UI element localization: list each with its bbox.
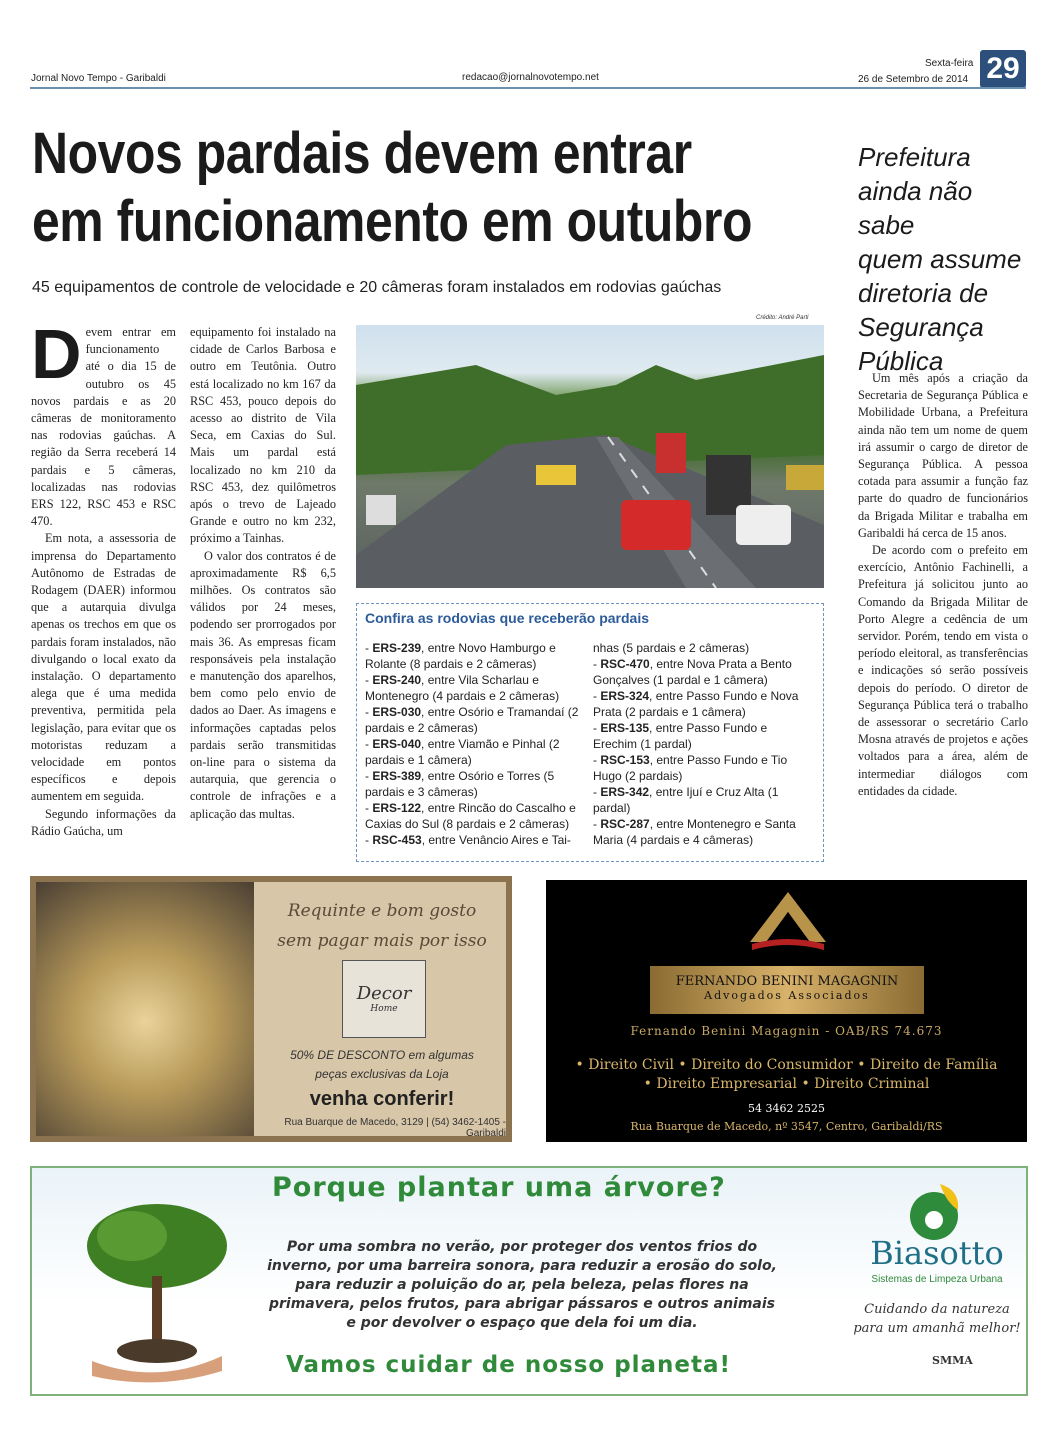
- law-phone: 54 3462 2525: [748, 1102, 825, 1115]
- photo-credit: Crédito: André Parti: [756, 315, 809, 321]
- decor-discount: 50% DE DESCONTO em algumas peças exclusivas da Loja: [290, 1048, 474, 1081]
- list-item: - ERS-389, entre Osório e Torres (5 pardais e 3 câmeras): [365, 769, 555, 799]
- article-subtitle: 45 equipamentos de controle de velocidade e 20 câmeras foram instalados em rodovias gaúchas: [32, 279, 722, 296]
- list-item: - ERS-324, entre Passo Fundo e Nova Prata (2 pardais e 1 câmera): [593, 689, 799, 719]
- box-column-left: [365, 640, 581, 848]
- list-item: - RSC-287, entre Montenegro e Santa Maria (4 pardais e 4 câmeras): [593, 817, 796, 847]
- newspaper-name: Jornal Novo Tempo - Garibaldi: [31, 73, 166, 84]
- ad-decor: [30, 876, 512, 1142]
- decor-cta: venha conferir!: [309, 1088, 455, 1110]
- paragraph: equipamento foi instalado na cidade de Carlos Barbosa e outro em Teutônia. Outro está localizado no km 167 da RSC 453, pouco depois do acesso ao distrito de Vila Seca, em Caxias do Sul. Mais um pardal está localizado no km 210 da RSC 453, dez quilômetros após o trevo de Lajeado Grande e outro no km 232, próximo a Tainhas.: [190, 325, 336, 546]
- paragraph: evem entrar em funcionamento até o dia 15 de outubro os 45 novos pardais e as 20 câmeras de monitoramento nas rodovias gaúchas. A região da Serra receberá 14 pardais e 5 câmeras, localizadas nas rodovias ERS 122, RSC 453 e RSC 470.: [31, 325, 176, 529]
- dropcap: D: [31, 315, 82, 393]
- headline-line-2: em funcionamento em outubro: [32, 189, 752, 254]
- tree-footer: Vamos cuidar de nosso planeta!: [286, 1352, 732, 1378]
- list-item: - ERS-135, entre Passo Fundo e Erechim (1 pardal): [593, 721, 768, 751]
- tree-headline: Porque plantar uma árvore?: [272, 1172, 726, 1203]
- biasotto-brand: Biasotto: [870, 1234, 1004, 1272]
- ad-tree: [30, 1166, 1028, 1396]
- biasotto-subtitle: Sistemas de Limpeza Urbana: [871, 1274, 1003, 1285]
- decor-address: Rua Buarque de Macedo, 3129 | (54) 3462-1405 - Garibaldi: [284, 1117, 506, 1139]
- list-item: nhas (5 pardais e 2 câmeras): [593, 641, 750, 655]
- mountain-logo-icon: [746, 890, 830, 952]
- law-address: Rua Buarque de Macedo, nº 3547, Centro, Garibaldi/RS: [630, 1120, 943, 1133]
- paragraph: Em nota, a assessoria de imprensa do Departamento Autônomo de Estradas de Rodagem (DAER) informou que a autarquia divulga apenas os trechos em que os pardais foram instalados, não divulgando o local exato da instalação. O departamento alega que é uma medida preventiva, permitida pela legislação, para evitar que os motoristas reduzam a velocidade em pontos específicos e depois aumentem em seguida.: [31, 531, 176, 804]
- list-item: - ERS-240, entre Vila Scharlau e Montenegro (4 pardais e 2 câmeras): [365, 673, 560, 703]
- page-number: 29: [980, 50, 1026, 88]
- list-item: - RSC-153, entre Passo Fundo e Tio Hugo (2 pardais): [593, 753, 788, 783]
- highways-box: [356, 603, 824, 862]
- issue-date: 26 de Setembro de 2014: [858, 74, 969, 85]
- list-item: - RSC-470, entre Nova Prata a Bento Gonçalves (1 pardal e 1 câmera): [593, 657, 792, 687]
- decor-tagline: Requinte e bom gosto sem pagar mais por isso: [277, 901, 487, 951]
- list-item: - ERS-122, entre Rincão do Cascalho e Caxias do Sul (8 pardais e 2 câmeras): [365, 801, 576, 831]
- decor-logo: Decor Home: [342, 960, 426, 1038]
- list-item: - ERS-342, entre Ijuí e Cruz Alta (1 pardal): [593, 785, 779, 815]
- paragraph: Segundo informações da Rádio Gaúcha, um: [31, 806, 176, 838]
- tree-in-hand-icon: [72, 1196, 242, 1386]
- law-firm-plate: FERNANDO BENINI MAGAGNIN Advogados Associados: [650, 966, 924, 1014]
- paragraph: O valor dos contratos é de aproximadamente R$ 6,5 milhões. Os contratos são válidos por 24 meses, podendo ser prorrogados por mais 36. As empresas ficam responsáveis pela instalação e manutenção dos aparelhos, bem como pelo envio de dados ao Daer. As imagens e informações captadas pelos pardais serão transmitidas on-line para o sistema da autarquia, que gerencia o controle de infrações e a aplicação das multas.: [190, 548, 336, 821]
- newspaper-email: redacao@jornalnovotempo.net: [462, 72, 599, 83]
- ad-law-firm: [546, 880, 1027, 1142]
- article-headline: [32, 120, 932, 256]
- list-item: - ERS-030, entre Osório e Tramandaí (2 pardais e 2 câmeras): [365, 705, 579, 735]
- article-column-2: [190, 324, 336, 823]
- law-areas: • Direito Civil • Direito do Consumidor • Direito de Família • Direito Empresarial • Direito Criminal: [575, 1057, 998, 1092]
- box-column-right: [593, 640, 809, 848]
- perfume-photo: [36, 882, 254, 1136]
- sidebar-title: Prefeitura ainda não sabe quem assume diretoria de Segurança Pública: [858, 142, 1022, 376]
- list-item: - ERS-040, entre Viamão e Pinhal (2 pardais e 1 câmera): [365, 737, 560, 767]
- paragraph: De acordo com o prefeito em exercício, Antônio Fachinelli, a Prefeitura já solicitou junto ao Comando da Brigada Militar de Porto Alegre a cedência de um servidor. Porém, tendo em vista o período eleitoral, as transferências e indicações só serão possíveis depois do período. O diretor de Segurança Pública terá o trabalho de assessorar o secretário Carlo Mosna através de projetos e ações voltados para a área, além de intermediar diálogos com entidades da cidade.: [858, 543, 1028, 798]
- list-item: - ERS-239, entre Novo Hamburgo e Rolante (8 pardais e 2 câmeras): [365, 641, 556, 671]
- box-title: Confira as rodovias que receberão pardais: [365, 610, 649, 626]
- smma-logo: SMMA: [932, 1354, 973, 1367]
- list-item: - RSC-453, entre Venâncio Aires e Tai-: [365, 833, 571, 847]
- paragraph: Um mês após a criação da Secretaria de Segurança Pública e Mobilidade Urbana, a Prefeitura ainda não tem um nome de quem irá assumir o cargo de diretor de Segurança Pública. A pessoa cotada para assumir a função faz parte do quadro de funcionários da Brigada Militar e trabalha em Garibaldi há cerca de 15 anos.: [858, 371, 1028, 540]
- sidebar-text: [858, 370, 1028, 800]
- header-rule: [30, 87, 1026, 89]
- weekday: Sexta-feira: [925, 58, 974, 69]
- highway-illustration: [356, 325, 824, 588]
- headline-line-1: Novos pardais devem entrar: [32, 121, 692, 186]
- biasotto-slogan: Cuidando da natureza para um amanhã melhor!: [853, 1302, 1021, 1336]
- highway-photo: [356, 325, 824, 588]
- tree-body: Por uma sombra no verão, por proteger dos ventos frios do inverno, por uma barreira sonora, para reduzir a erosão do solo, para reduzir a poluição do ar, pela beleza, pelas flores na primavera, pelos frutos, para abrigar pássaros e outros animais e por devolver o espaço que dela foi um dia.: [267, 1239, 777, 1331]
- article-column-1: [31, 315, 176, 840]
- law-oab: Fernando Benini Magagnin - OAB/RS 74.673: [630, 1024, 943, 1038]
